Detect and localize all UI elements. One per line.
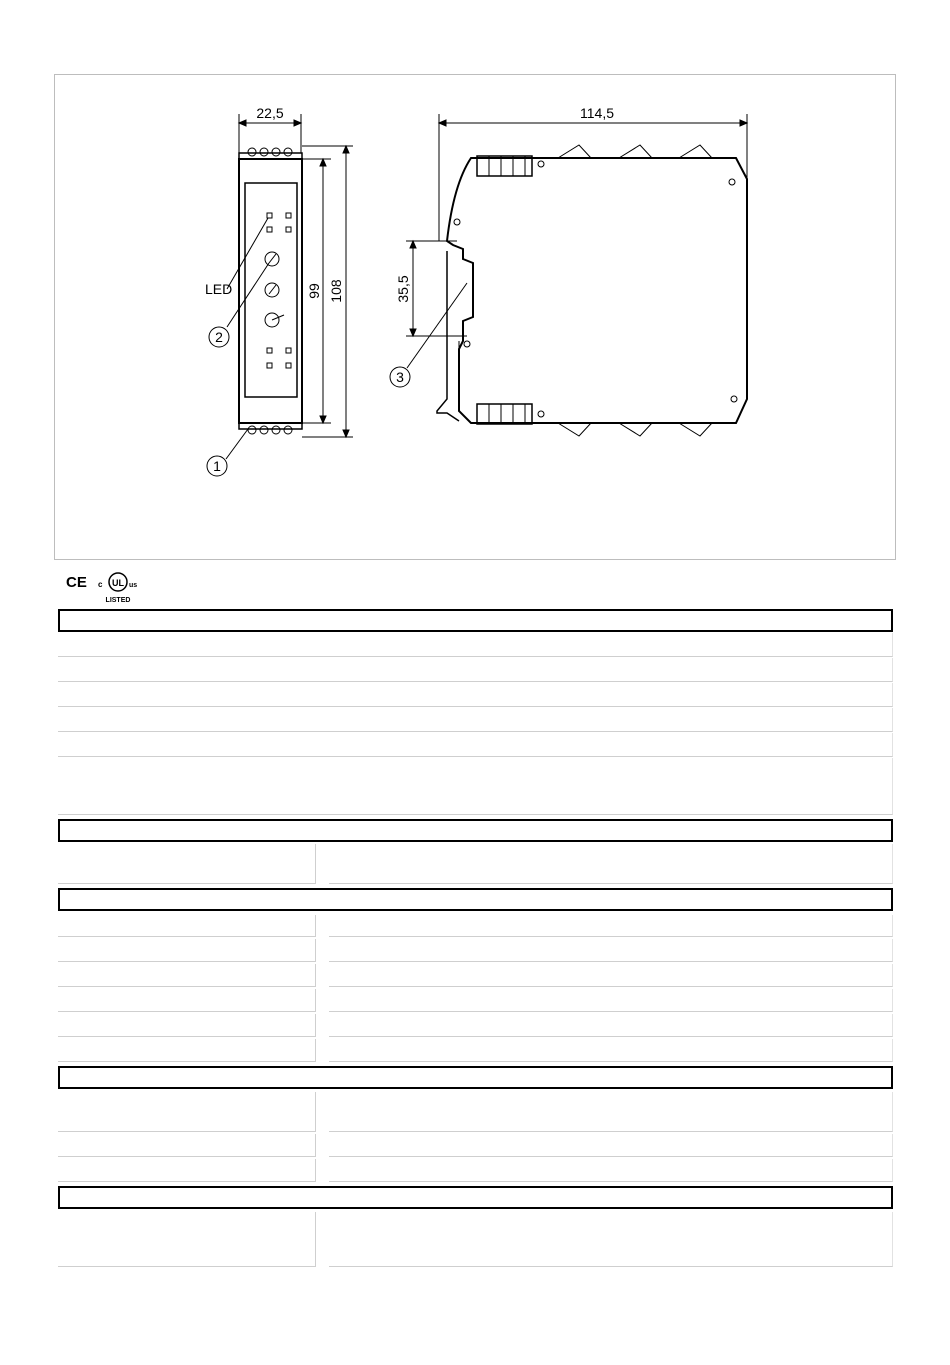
table-cell-value: [329, 844, 893, 884]
certification-marks: [66, 570, 156, 606]
arrowhead: [239, 120, 246, 126]
terminal-screw: [260, 148, 268, 156]
dim-height-inner: 99: [306, 283, 322, 299]
table-cell-value: [329, 989, 893, 1012]
led-leader-line: [227, 218, 268, 289]
table-cell-label: [58, 915, 316, 937]
arrowhead: [439, 120, 446, 126]
dim-height-outer: 108: [328, 279, 344, 303]
terminal-screw: [248, 426, 256, 434]
side-housing: [447, 158, 747, 423]
table-cell-value: [329, 1134, 893, 1157]
table-cell-value: [329, 939, 893, 962]
table-cell-label: [58, 1212, 316, 1267]
table-cell-value: [329, 1212, 893, 1267]
table-cell-label: [58, 1014, 316, 1037]
table-cell-label: [58, 989, 316, 1012]
led-indicator: [267, 348, 272, 353]
table-cell-value: [329, 1159, 893, 1182]
led-indicator: [267, 363, 272, 368]
table-row: [58, 683, 893, 707]
section-header: [58, 888, 893, 911]
led-indicator: [286, 227, 291, 232]
led-indicator: [286, 348, 291, 353]
led-indicator: [267, 227, 272, 232]
housing-hole: [538, 411, 544, 417]
table-cell-value: [329, 964, 893, 987]
table-cell-label: [58, 1134, 316, 1157]
dim-width-front: 22,5: [256, 105, 284, 121]
ul-listed-mark: LISTED: [105, 597, 131, 604]
section-header: [58, 1186, 893, 1209]
terminal-screw: [272, 426, 280, 434]
ul-c-mark: c: [98, 580, 103, 589]
terminal-screw: [284, 148, 292, 156]
table-cell-label: [58, 1039, 316, 1062]
plug-outline: [558, 423, 591, 436]
front-housing: [239, 159, 302, 423]
dim-width-side: 114,5: [580, 105, 614, 121]
callout-3-number: 3: [396, 369, 404, 385]
ce-mark: CE: [66, 574, 87, 591]
table-cell-value: [329, 1039, 893, 1062]
table-cell-label: [58, 1159, 316, 1182]
section-header: [58, 1066, 893, 1089]
led-indicator: [286, 213, 291, 218]
plug-outline: [619, 423, 652, 436]
plug-outline: [558, 145, 591, 158]
housing-hole: [538, 161, 544, 167]
table-cell-label: [58, 939, 316, 962]
terminal-screw: [260, 426, 268, 434]
led-indicator: [286, 363, 291, 368]
terminal-screw: [272, 148, 280, 156]
housing-hole: [729, 179, 735, 185]
terminal-screw: [284, 426, 292, 434]
table-cell-value: [329, 1014, 893, 1037]
housing-hole: [731, 396, 737, 402]
arrowhead: [343, 430, 349, 437]
terminal-screw: [248, 148, 256, 156]
led-indicator: [267, 213, 272, 218]
housing-hole: [464, 341, 470, 347]
plug-outline: [679, 423, 712, 436]
table-row: [58, 758, 893, 815]
table-row: [58, 633, 893, 657]
table-cell-value: [329, 915, 893, 937]
rotary-switch-pointer: [269, 285, 276, 294]
led-label: LED: [205, 281, 233, 297]
plug-outline: [619, 145, 652, 158]
table-row: [58, 733, 893, 757]
arrowhead: [294, 120, 301, 126]
table-cell-label: [58, 1092, 316, 1132]
rotary-switch-pointer: [269, 254, 276, 263]
arrowhead: [320, 159, 326, 166]
callout-1-number: 1: [213, 458, 221, 474]
table-cell-label: [58, 964, 316, 987]
table-cell-value: [329, 1092, 893, 1132]
section-header: [58, 819, 893, 842]
arrowhead: [343, 146, 349, 153]
housing-hole: [454, 219, 460, 225]
ul-us-mark: us: [129, 582, 138, 589]
table-row: [58, 708, 893, 732]
table-cell-label: [58, 844, 316, 884]
arrowhead: [320, 416, 326, 423]
dimension-drawing: [54, 74, 896, 560]
callout-2-leader-line: [227, 263, 269, 327]
callout-1-leader-line: [226, 429, 248, 459]
front-panel: [245, 183, 297, 397]
ul-mark: UL: [112, 578, 124, 588]
bottom-terminal-block: [477, 404, 532, 424]
arrowhead: [410, 241, 416, 248]
technical-drawing: [55, 75, 897, 561]
table-row: [58, 658, 893, 682]
callout-2-number: 2: [215, 329, 223, 345]
section-header: [58, 609, 893, 632]
dim-rail: 35,5: [395, 275, 411, 303]
arrowhead: [740, 120, 747, 126]
arrowhead: [410, 329, 416, 336]
plug-outline: [679, 145, 712, 158]
